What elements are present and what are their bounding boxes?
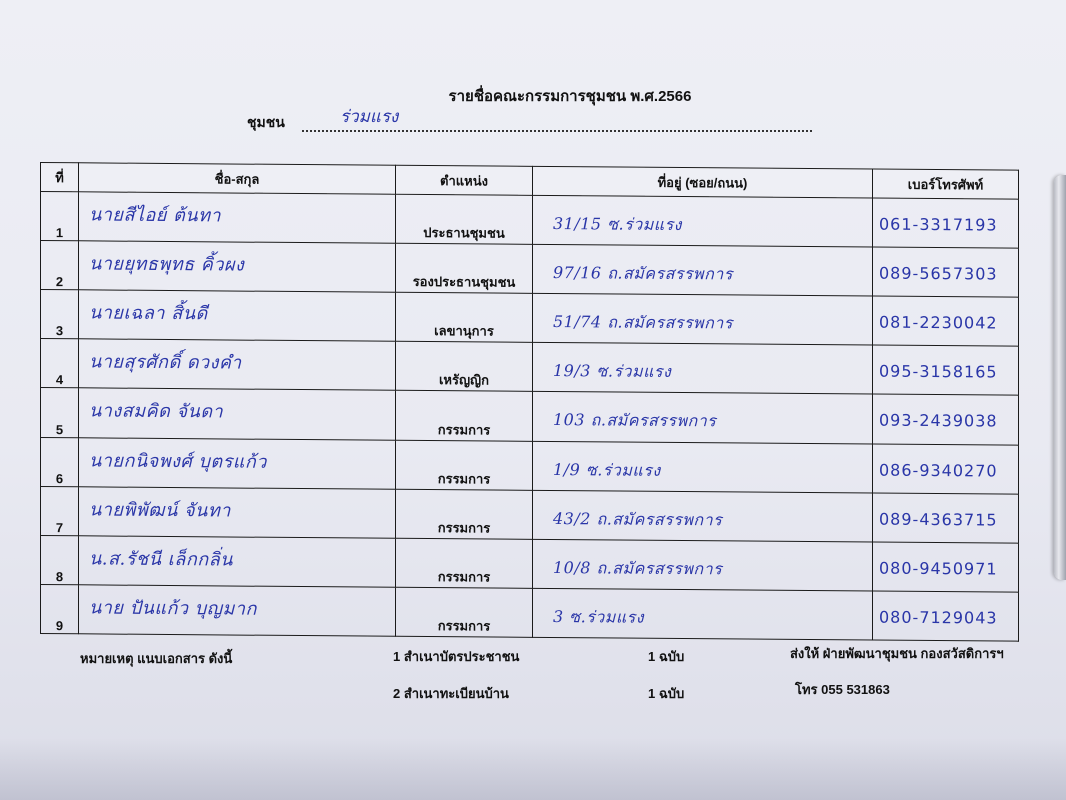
row-phone-cell [873,542,1019,592]
row-name-cell [79,437,396,489]
row-number: 8 [41,535,79,584]
table-row [41,535,1019,592]
row-number: 5 [41,388,79,437]
row-phone: 089-5657303 [879,263,998,284]
table-row [41,339,1019,396]
community-value: ร่วมแรง [340,107,399,127]
row-address-cell [533,195,873,247]
committee-table [40,162,1019,642]
row-number: 4 [41,339,79,388]
header-name: ชื่อ-สกุล [79,163,396,194]
note-label: หมายเหตุ แนบเอกสาร ดังนี้ [80,651,233,666]
row-name-cell [79,585,396,637]
table-row [41,290,1019,347]
row-position: เหรัญญิก [396,342,533,392]
document-title: รายชื่อคณะกรรมการชุมชน พ.ศ.2566 [448,88,692,105]
header-no: ที่ [41,163,79,192]
row-phone-cell [873,345,1019,395]
note-item-2-qty: 1 ฉบับ [648,686,685,701]
row-phone: 061-3317193 [879,214,998,235]
table-row [41,584,1019,641]
row-position: กรรมการ [396,538,533,588]
row-phone-cell [873,493,1019,543]
row-phone: 081-2230042 [879,312,998,333]
row-name: นายยุทธพุทธ คิ้วผง [89,253,245,276]
community-label: ชุมชน [247,114,285,130]
row-position: กรรมการ [396,587,533,637]
row-phone-cell [873,444,1019,494]
note-item-1-qty: 1 ฉบับ [648,649,685,664]
table-row [41,486,1019,543]
row-name-cell [79,192,396,244]
row-number: 1 [41,192,79,241]
row-name: น.ส.รัชนี เล็กกลิ่น [89,548,233,571]
row-position: กรรมการ [396,391,533,441]
row-phone-cell [873,394,1019,444]
row-address: 103 ถ.สมัครสรรพการ [553,410,717,431]
table-row [41,388,1019,445]
row-position: ประธานชุมชน [396,194,533,244]
row-number: 9 [41,584,79,633]
header-address: ที่อยู่ (ซอย/ถนน) [533,166,873,198]
row-address-cell [533,539,873,591]
row-phone-cell [873,296,1019,346]
row-phone: 093-2439038 [879,411,998,431]
row-phone: 086-9340270 [879,460,998,481]
note-phone: โทร 055 531863 [795,682,890,697]
row-address-cell [533,490,873,542]
binder-clip [1054,175,1066,580]
row-name: นายพิพัฒน์ จันทา [89,499,231,522]
note-item-1: 1 สำเนาบัตรประชาชน [393,649,520,664]
row-address: 31/15 ซ.ร่วมแรง [553,214,682,235]
note-item-2: 2 สำเนาทะเบียนบ้าน [393,686,509,701]
row-address-cell [533,588,873,640]
row-phone: 095-3158165 [879,361,998,382]
row-phone-cell [873,247,1019,297]
row-name: นาย ปันแก้ว บุญมาก [89,597,257,620]
row-name: นายสีไอย์ ต้นทา [89,204,222,227]
table-row [41,241,1019,298]
row-address: 1/9 ซ.ร่วมแรง [553,459,661,480]
row-number: 3 [41,290,79,339]
row-position: กรรมการ [396,489,533,539]
header-phone: เบอร์โทรศัพท์ [873,169,1019,199]
row-address: 51/74 ถ.สมัครสรรพการ [553,312,733,333]
row-position: รองประธานชุมชน [396,243,533,293]
header-position: ตำแหน่ง [396,165,533,195]
row-address-cell [533,343,873,395]
row-address: 43/2 ถ.สมัครสรรพการ [553,508,723,530]
row-name-cell [79,388,396,440]
row-position: กรรมการ [396,440,533,490]
row-address-cell [533,392,873,444]
row-address: 97/16 ถ.สมัครสรรพการ [553,263,733,284]
row-phone: 080-7129043 [879,607,998,628]
note-send-to: ส่งให้ ฝ่ายพัฒนาชุมชน กองสวัสดิการฯ [790,646,1004,661]
row-name: นายสุรศักดิ์ ดวงคำ [89,351,242,374]
row-name: นายกนิจพงศ์ บุตรแก้ว [89,449,267,473]
row-name-cell [79,241,396,293]
row-address-cell [533,441,873,493]
row-number: 2 [41,241,79,290]
row-name: นางสมคิด จันดา [89,400,224,423]
row-number: 6 [41,437,79,486]
row-phone: 080-9450971 [879,558,998,579]
row-name-cell [79,339,396,391]
row-position: เลขานุการ [396,293,533,343]
paper-shadow [0,738,1066,800]
row-address: 3 ซ.ร่วมแรง [553,606,645,627]
row-phone: 089-4363715 [879,509,998,530]
row-address: 19/3 ซ.ร่วมแรง [553,361,672,382]
row-address: 10/8 ถ.สมัครสรรพการ [553,557,723,579]
row-phone-cell [873,198,1019,248]
row-phone-cell [873,591,1019,641]
row-name-cell [79,536,396,588]
row-name-cell [79,290,396,342]
row-number: 7 [41,486,79,535]
row-address-cell [533,244,873,296]
row-address-cell [533,294,873,346]
row-name: นายเฉลา สิ้นดี [89,302,208,325]
table-row [41,437,1019,494]
row-name-cell [79,486,396,538]
table-row [41,192,1019,249]
